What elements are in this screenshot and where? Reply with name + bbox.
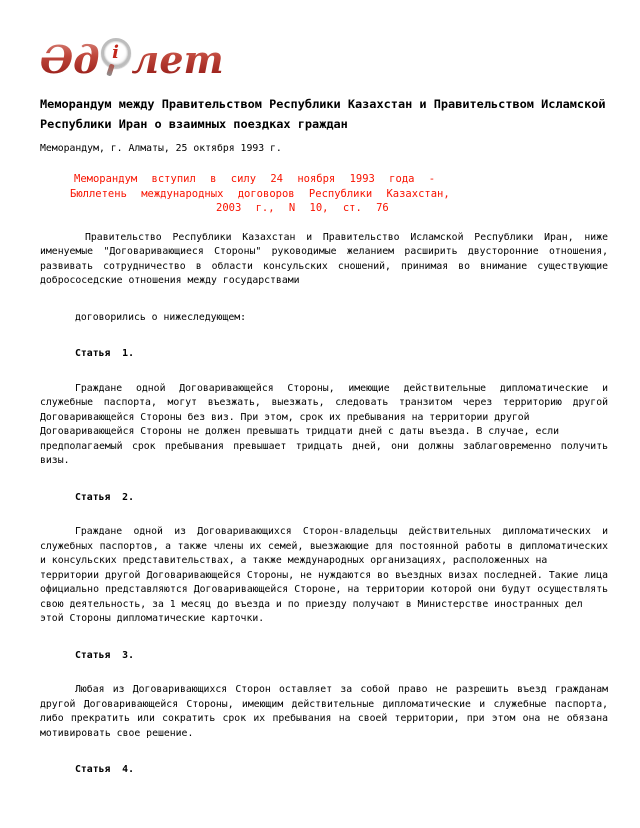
paragraph (40, 525, 608, 627)
paragraph (40, 231, 608, 289)
magnifier-icon (101, 38, 131, 68)
title-line: Республики Иран о взаимных поездках граждан (40, 117, 348, 131)
magnifier-handle (106, 64, 114, 77)
article-heading: Статья 3. (75, 649, 134, 661)
document-content (40, 36, 608, 778)
paragraph-line: визы. (40, 455, 70, 466)
paragraph-line: свою деятельность, за 1 месяц до въезда и по приезду получают в Министерстве иностранных дел (40, 598, 583, 610)
notice-line: Меморандум вступил в силу 24 ноября 1993 года - (74, 173, 436, 185)
magnifier-letter: і (112, 42, 119, 63)
paragraph (40, 683, 608, 741)
document-body (40, 231, 608, 778)
title-line: Меморандум между Правительством Республики Казахстан и Правительством Исламской (40, 97, 606, 111)
paragraph-line: Договаривающейся Стороны без виз. При этом, срок их пребывания на территории другой (40, 411, 530, 423)
article-heading: Статья 1. (75, 348, 134, 359)
paragraph-line: другой Договаривающейся Стороны, имеющим действительные дипломатические и служебные паспорта, (40, 698, 608, 710)
paragraph-line: либо прекратить или сократить срок их пребывания на своей территории, при этом она не обязана (40, 713, 608, 724)
paragraph-line: предполагаемый срок пребывания превышает тридцать дней, они должны заблаговременно получить (40, 440, 608, 452)
paragraph-line: этой Стороны дипломатические карточки. (40, 613, 265, 624)
paragraph-line: мотивировать свое решение. (40, 727, 194, 739)
paragraph-line: официально представляются Договаривающейся Стороне, на территории которой они будут осуществлять (40, 584, 608, 595)
paragraph-line: Граждане одной Договаривающейся Стороны, имеющие действительные дипломатические и (75, 382, 608, 394)
paragraph-line: и консульских представительствах, а также международных организациях, расположенных на (40, 555, 548, 566)
article-heading: Статья 2. (75, 491, 134, 503)
paragraph-line: развивать сотрудничество в области консульских сношений, принимая во внимание существующие (40, 260, 608, 272)
document-title (40, 94, 608, 134)
paragraph-line: Договаривающейся Стороны не должен превышать тридцати дней с даты въезда. В случае, если (40, 426, 560, 437)
paragraph (40, 382, 608, 469)
paragraph-line: служебных паспортов, а также члены их семей, выезжающие для постоянной работы в дипломатических (40, 540, 608, 552)
paragraph-line: Правительство Республики Казахстан и Правительство Исламской Республики Иран, ниже (85, 231, 608, 243)
paragraph-line: Граждане одной из Договаривающихся Сторон-владельцы действительных дипломатических и (75, 526, 608, 537)
article-heading: Статья 4. (75, 764, 134, 775)
paragraph-line: территории другой Договаривающейся Стороны, не нуждаются во въездных визах последней. Такие лица (40, 569, 608, 581)
notice-line: Бюллетень международных договоров Республики Казахстан, (70, 187, 450, 200)
site-logo[interactable] (40, 36, 224, 82)
clause-line: договорились о нижеследующем: (75, 311, 247, 323)
paragraph-line: служебные паспорта, могут въезжать, выезжать, следовать транзитом через территорию другой (40, 397, 608, 408)
logo-text-suffix: лет (131, 37, 224, 82)
enforcement-notice (40, 172, 608, 216)
logo-text-prefix: Әд (40, 37, 100, 82)
notice-line: 2003 г., N 10, ст. 76 (216, 202, 389, 214)
paragraph-line: добрососедские отношения между государствами (40, 275, 300, 286)
paragraph-line: именуемые "Договаривающиеся Стороны" руководимые желанием расширить двусторонние отношения, (40, 246, 608, 257)
paragraph-line: Любая из Договаривающихся Сторон оставляет за собой право не разрешить въезд гражданам (75, 684, 608, 695)
doc-info: Меморандум, г. Алматы, 25 октября 1993 г. (40, 143, 282, 154)
